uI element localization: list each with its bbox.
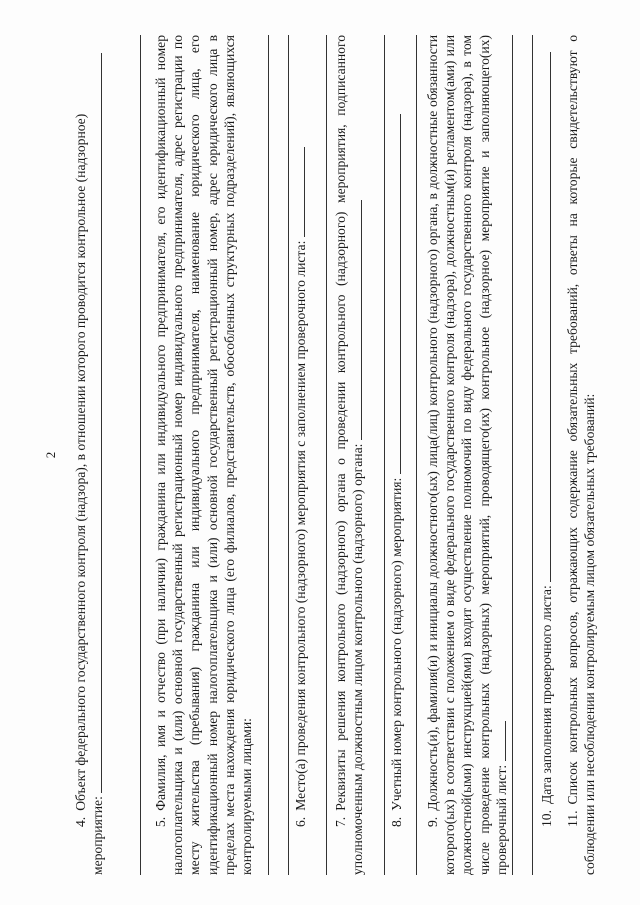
item-10-text: Дата заполнения проверочного листа: [539, 585, 554, 804]
item-6-fill-line [292, 147, 305, 237]
item-9-text: Должность(и), фамилия(и) и инициалы должностного(ых) лица(лиц) контрольного (надзорного) органа, в должностные обязанности которого(ых) в соответствии с положением о виде федерального государственного контроля (надзора), должностным(и) регламентом(ами) или должностной(ыми) инструкцией(ями) входит осуществление полномочий по виду федерального государственного контроля (надзора), в том числе проведение контрольных (надзорных) мероприятий, проводящего(их) контрольное (надзорное) мероприятие и заполняющего(их) проверочный лист: [425, 35, 509, 875]
item-11-number: 11. [565, 810, 580, 827]
item-7-number: 7. [333, 816, 348, 827]
item-6 [292, 35, 309, 875]
item-5-number: 5. [153, 816, 168, 827]
item-7 [332, 35, 366, 875]
item-4-fill-line [89, 53, 102, 793]
item-6-blank-line [326, 35, 327, 875]
item-5-text: Фамилия, имя и отчество (при наличии) гражданина или индивидуального предпринимателя, его идентификационный номер налогоплательщика и (или) основной государственный регистрационный номер индивидуального предпринимателя, адрес регистрации по месту жительства (пребывания) гражданина или индивидуального предпринимателя, наименование юридического лица, его идентификационный номер налогоплательщика и (или) основной государственный регистрационный номер, адрес юридического лица в пределах места нахождения юридического лица (его филиалов, представительств, обособленных структурных подразделений), являющихся контролируемыми лицами: [153, 35, 255, 875]
item-10-number: 10. [539, 810, 554, 827]
item-5-blank-line-2 [288, 35, 289, 875]
item-11 [564, 35, 598, 875]
page-number: 2 [43, 451, 58, 459]
item-7-blank-line [384, 35, 385, 875]
item-7-fill-line [349, 200, 362, 440]
item-5-blank-line-1 [268, 35, 269, 875]
item-6-number: 6. [293, 816, 308, 827]
item-11-text: Список контрольных вопросов, отражающих содержание обязательных требований, ответы на которые свидетельствуют о соблюдении или несоблюдении контролируемым лицом обязательных требований: [565, 35, 598, 875]
item-8-text: Учетный номер контрольного (надзорного) мероприятия: [389, 477, 404, 811]
item-4-text-cont: мероприятие: [90, 796, 106, 875]
item-9-blank-line-1 [512, 35, 513, 875]
item-8-blank-line [416, 35, 417, 875]
item-9-fill-line [493, 721, 506, 761]
item-7-text: Реквизиты решения контрольного (надзорного) органа о проведении контрольного (надзорного) мероприятия, подписанного уполномоченным должностным лицом контрольного (надзорного) органа: [333, 35, 366, 875]
item-4-blank-line [140, 35, 141, 875]
item-5 [152, 35, 255, 875]
rotated-content [42, 35, 602, 875]
item-4-text: Объект федерального государственного контроля (надзора), в отношении которого проводится контрольное (надзорное) [73, 113, 88, 811]
item-10 [538, 35, 555, 875]
item-9-number: 9. [425, 816, 440, 827]
item-8-fill-line [388, 114, 401, 474]
item-6-text: Место(а) проведения контрольного (надзорного) мероприятия с заполнением проверочного листа: [293, 240, 308, 811]
item-10-fill-line [538, 52, 551, 582]
item-4-number: 4. [73, 816, 88, 827]
item-9 [424, 35, 510, 875]
item-8-number: 8. [389, 816, 404, 827]
item-8 [388, 35, 405, 875]
item-4 [72, 35, 106, 875]
item-9-blank-line-2 [532, 35, 533, 875]
